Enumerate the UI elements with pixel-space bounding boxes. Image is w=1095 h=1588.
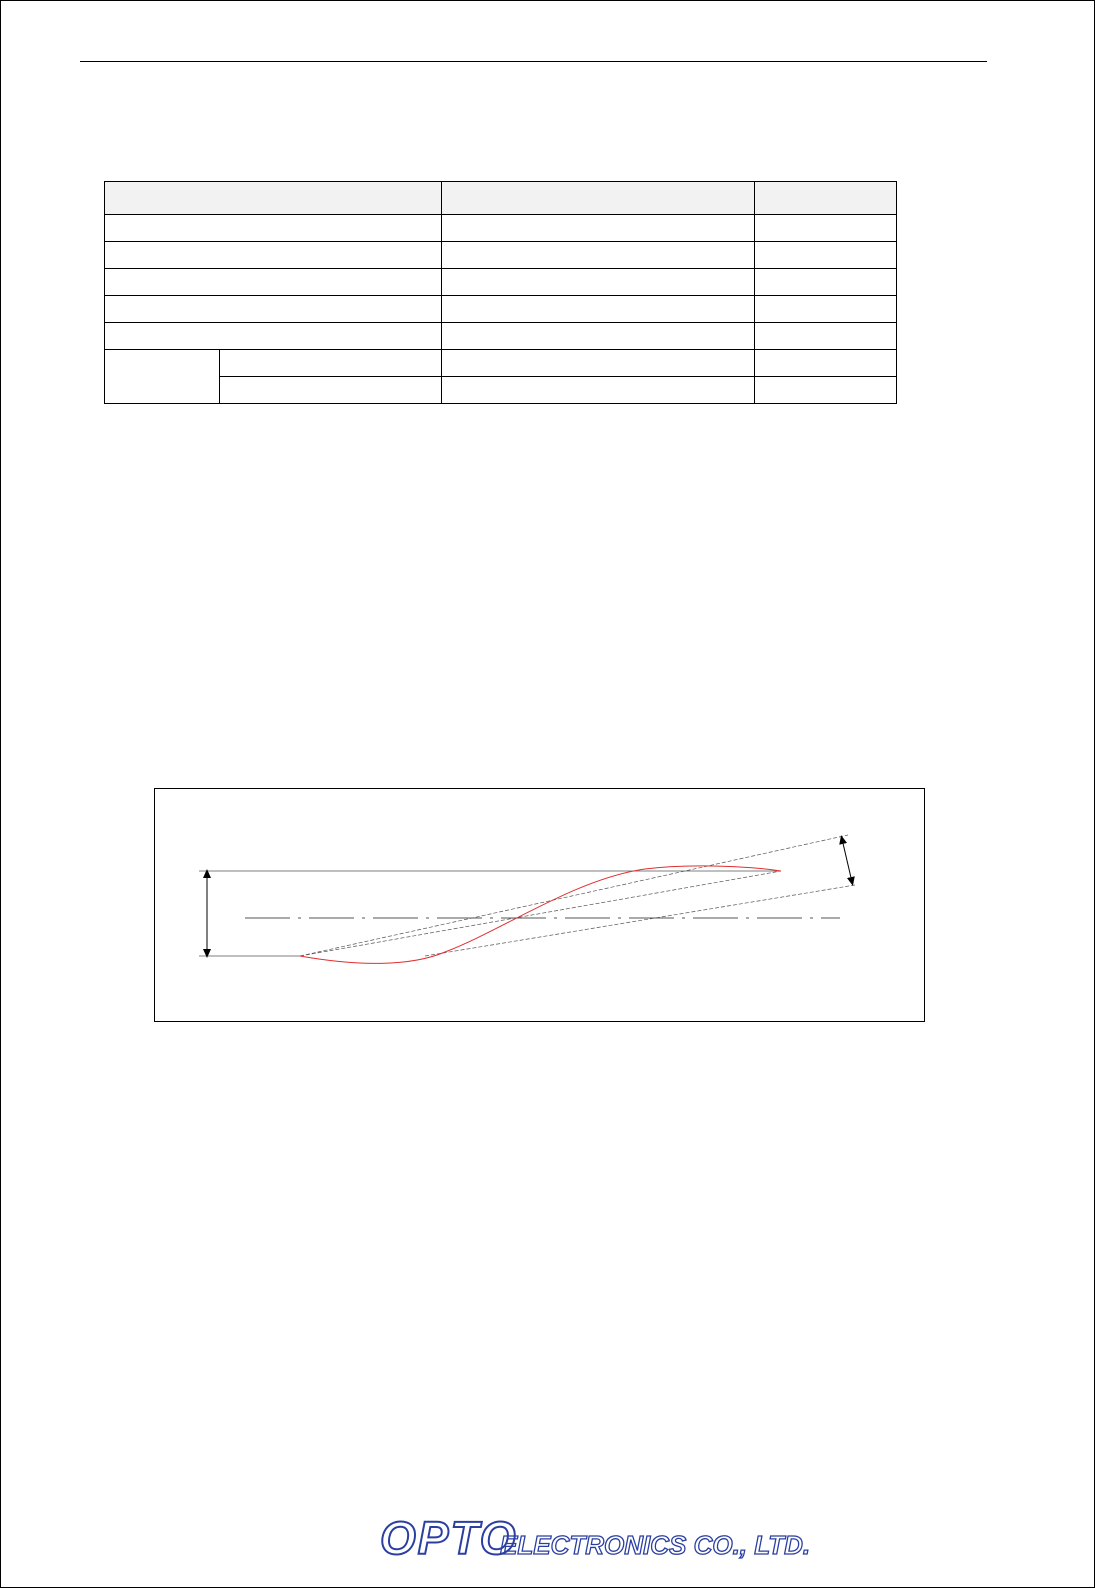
table-row-split bbox=[105, 377, 897, 404]
header-cell-unit bbox=[755, 182, 897, 215]
table-cell bbox=[442, 269, 755, 296]
spec-table bbox=[104, 181, 897, 404]
table-header-row bbox=[105, 182, 897, 215]
middle-ray bbox=[300, 871, 781, 956]
table-row bbox=[105, 269, 897, 296]
table-cell bbox=[442, 242, 755, 269]
table-cell bbox=[755, 323, 897, 350]
s-curve bbox=[300, 866, 781, 963]
company-logo bbox=[378, 1508, 811, 1564]
upper-ray bbox=[300, 835, 848, 956]
table-cell-merged bbox=[105, 350, 220, 404]
table-row bbox=[105, 323, 897, 350]
table-cell bbox=[105, 242, 442, 269]
table-cell bbox=[105, 323, 442, 350]
table-cell bbox=[105, 269, 442, 296]
table-cell bbox=[442, 296, 755, 323]
table-cell bbox=[442, 377, 755, 404]
table-cell bbox=[442, 350, 755, 377]
table-cell bbox=[442, 323, 755, 350]
header-rule bbox=[80, 61, 987, 62]
table-cell bbox=[105, 296, 442, 323]
header-cell-item bbox=[105, 182, 442, 215]
table-cell bbox=[220, 350, 442, 377]
table-cell bbox=[442, 215, 755, 242]
table-cell bbox=[105, 215, 442, 242]
table-cell bbox=[220, 377, 442, 404]
header-cell-value bbox=[442, 182, 755, 215]
scan-angle-diagram bbox=[154, 788, 925, 1022]
angle-dimension-arrow bbox=[842, 839, 852, 882]
table-cell bbox=[755, 296, 897, 323]
table-cell bbox=[755, 377, 897, 404]
svg-text:ELECTRONICS CO., LTD.: ELECTRONICS CO., LTD. bbox=[500, 1530, 811, 1560]
table-row bbox=[105, 296, 897, 323]
table-cell bbox=[755, 242, 897, 269]
table-cell bbox=[755, 215, 897, 242]
table-cell bbox=[755, 350, 897, 377]
table-row bbox=[105, 242, 897, 269]
table-row-split bbox=[105, 350, 897, 377]
diagram-svg bbox=[155, 789, 926, 1023]
table-row bbox=[105, 215, 897, 242]
svg-text:OPTO: OPTO bbox=[380, 1512, 518, 1564]
table-cell bbox=[755, 269, 897, 296]
